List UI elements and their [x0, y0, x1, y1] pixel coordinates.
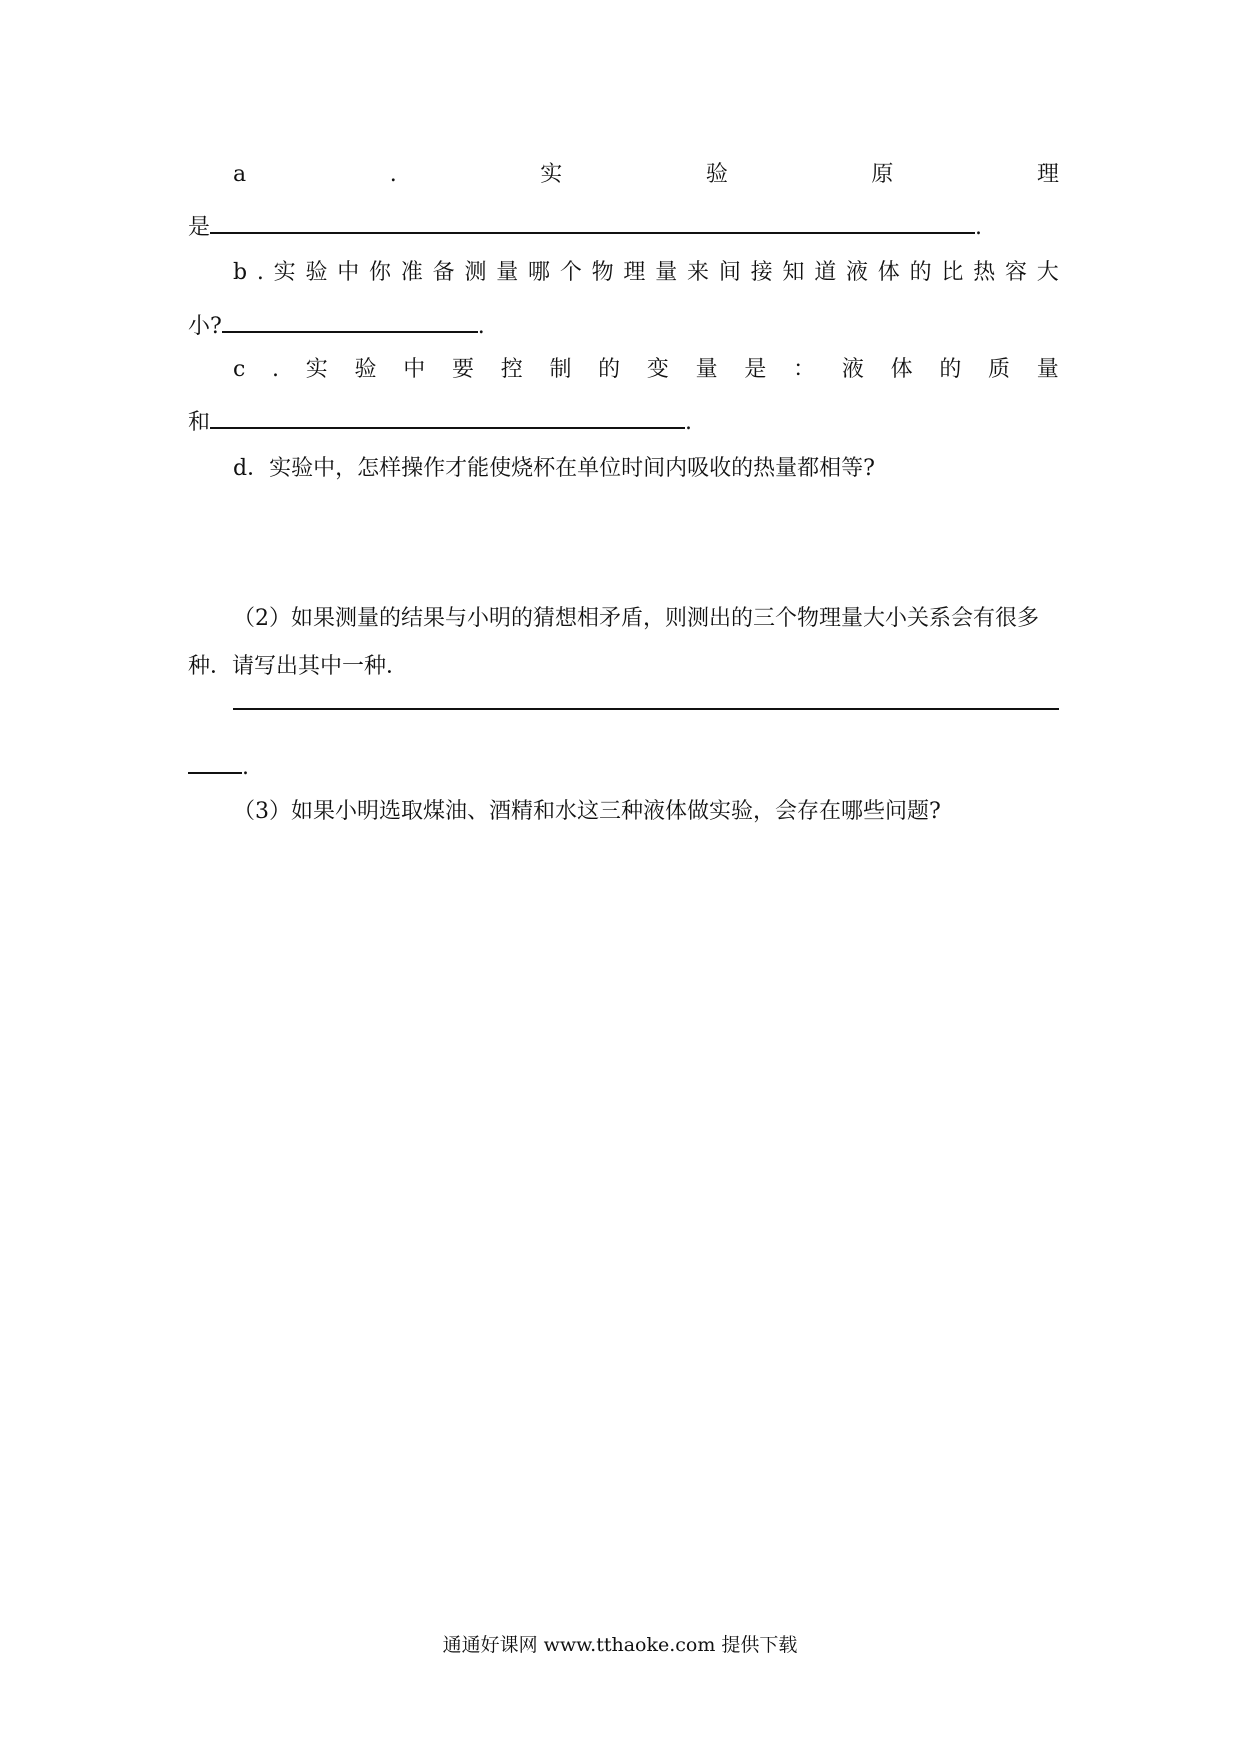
- question-c-char: 液: [841, 357, 864, 382]
- question-a-char: 原: [871, 162, 894, 187]
- question-b-char: 实: [273, 260, 296, 285]
- question-2-answer-rule[interactable]: [233, 708, 1059, 710]
- question-b-char: 比: [941, 260, 964, 285]
- question-b-char: 验: [305, 260, 328, 285]
- question-b-char: 量: [655, 260, 678, 285]
- question-a-blank[interactable]: [210, 210, 975, 234]
- question-a-char: a: [233, 162, 247, 187]
- question-b-char: 测: [464, 260, 487, 285]
- question-a-char: 理: [1036, 162, 1059, 187]
- question-c-char: 控: [500, 357, 523, 382]
- question-c-char: 变: [646, 357, 669, 382]
- question-a-heading: [233, 160, 1059, 190]
- question-b-char: 个: [559, 260, 582, 285]
- question-b-period: .: [477, 314, 485, 339]
- question-c-char: 的: [939, 357, 962, 382]
- question-c-char: 质: [988, 357, 1011, 382]
- question-c-continuation: 和: [188, 410, 211, 435]
- question-2-period: .: [242, 755, 249, 780]
- question-c-char: ：: [793, 357, 816, 382]
- question-b-char: 液: [846, 260, 869, 285]
- question-a-char: 验: [705, 162, 728, 187]
- question-c-period: .: [685, 410, 693, 435]
- question-2-line-2: 种．请写出其中一种．: [188, 654, 409, 679]
- question-b-char: 接: [750, 260, 773, 285]
- question-b-char: 中: [337, 260, 360, 285]
- question-a-answer-line: [188, 210, 982, 243]
- question-d-text: d．实验中，怎样操作才能使烧杯在单位时间内吸收的热量都相等?: [233, 456, 875, 481]
- question-b-char: 间: [718, 260, 741, 285]
- question-c-char: 量: [1036, 357, 1059, 382]
- question-c-char: 是: [744, 357, 767, 382]
- question-b-char: 理: [623, 260, 646, 285]
- question-b-char: 来: [687, 260, 710, 285]
- question-c-answer-line: [188, 405, 692, 438]
- question-c-char: 要: [451, 357, 474, 382]
- question-b-char: 哪: [528, 260, 551, 285]
- question-b-char: .: [256, 260, 264, 285]
- question-a-period: .: [975, 215, 983, 240]
- question-2-line-1: （2）如果测量的结果与小明的猜想相矛盾，则测出的三个物理量大小关系会有很多: [233, 606, 1039, 631]
- question-b-blank[interactable]: [222, 309, 478, 333]
- question-b-char: 热: [973, 260, 996, 285]
- question-b-char: 体: [877, 260, 900, 285]
- question-c-char: 实: [305, 357, 328, 382]
- question-b-continuation: 小?: [188, 314, 222, 339]
- question-b-heading: [233, 258, 1059, 288]
- question-b-char: 备: [432, 260, 455, 285]
- question-a-continuation: 是: [188, 215, 211, 240]
- question-b-answer-line: [188, 309, 485, 342]
- question-c-char: .: [272, 357, 280, 382]
- question-b-char: 准: [400, 260, 423, 285]
- question-3-text: （3）如果小明选取煤油、酒精和水这三种液体做实验，会存在哪些问题?: [233, 799, 941, 824]
- question-b-char: 大: [1036, 260, 1059, 285]
- question-c-heading: [233, 355, 1059, 385]
- question-a-char: .: [389, 162, 397, 187]
- question-c-char: 制: [549, 357, 572, 382]
- question-b-char: 的: [909, 260, 932, 285]
- question-c-char: 的: [598, 357, 621, 382]
- question-c-char: 体: [890, 357, 913, 382]
- question-b-char: 道: [814, 260, 837, 285]
- question-c-blank[interactable]: [210, 405, 685, 429]
- question-c-char: 量: [695, 357, 718, 382]
- question-b-char: 你: [369, 260, 392, 285]
- question-a-char: 实: [540, 162, 563, 187]
- question-b-char: 容: [1004, 260, 1027, 285]
- page-footer: 通通好课网 www.tthaoke.com 提供下载: [442, 1634, 798, 1656]
- question-b-char: 知: [782, 260, 805, 285]
- question-c-char: c: [233, 357, 246, 382]
- question-b-char: b: [233, 260, 248, 285]
- question-b-char: 量: [496, 260, 519, 285]
- question-2-blank[interactable]: [188, 750, 242, 774]
- question-c-char: 验: [354, 357, 377, 382]
- question-c-char: 中: [403, 357, 426, 382]
- question-2-answer-tail: [188, 750, 249, 783]
- question-b-char: 物: [591, 260, 614, 285]
